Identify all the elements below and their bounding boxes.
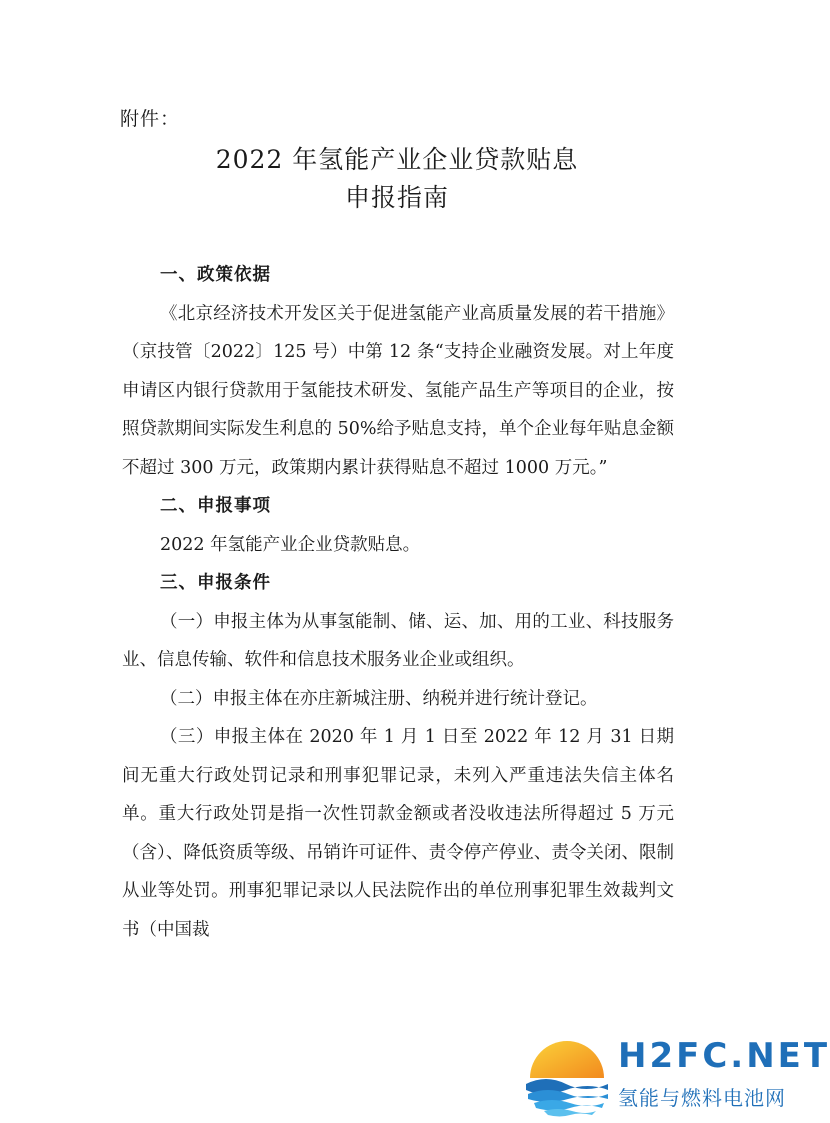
- section-heading-application-item: 二、申报事项: [160, 496, 271, 516]
- paragraph-condition-1: （一）申报主体为从事氢能制、储、运、加、用的工业、科技服务业、信息传输、软件和信息技术服务业企业或组织。: [122, 611, 674, 670]
- attachment-label: 附件：: [120, 108, 181, 130]
- section-heading-policy-basis: 一、政策依据: [160, 265, 271, 285]
- watermark-site-name: H2FC.NET: [618, 1036, 830, 1076]
- document-title-line2: 申报指南: [344, 183, 449, 212]
- watermark-site-subtitle: 氢能与燃料电池网: [618, 1086, 786, 1110]
- document-body: [122, 256, 674, 949]
- section-heading-conditions: 三、申报条件: [160, 573, 271, 593]
- paragraph-condition-3: （三）申报主体在 2020 年 1 月 1 日至 2022 年 12 月 31 日期间无重大行政处罚记录和刑事犯罪记录，未列入严重违法失信主体名单。重大行政处罚是指一次性罚款金额或者没收违法所得超过 5 万元（含）、降低资质等级、吊销许可证件、责令停产停业、责令关闭、限制从业等处罚。刑事犯罪记录以人民法院作出的单位刑事犯罪生效裁判文书（中国裁: [122, 727, 674, 940]
- h2fc-logo-icon: [520, 1032, 612, 1118]
- watermark-logo: [520, 1032, 830, 1118]
- paragraph-policy-basis: 《北京经济技术开发区关于促进氢能产业高质量发展的若干措施》（京技管〔2022〕125 号）中第 12 条“支持企业融资发展。对上年度申请区内银行贷款用于氢能技术研发、氢能产品生产等项目的企业，按照贷款期间实际发生利息的 50%给予贴息支持，单个企业每年贴息金额不超过 300 万元，政策期内累计获得贴息不超过 1000 万元。”: [122, 303, 674, 478]
- document-title-line1: 2022 年氢能产业企业贷款贴息: [215, 145, 579, 174]
- paragraph-application-item: 2022 年氢能产业企业贷款贴息。: [160, 534, 421, 555]
- paragraph-condition-2: （二）申报主体在亦庄新城注册、纳税并进行统计登记。: [160, 688, 598, 709]
